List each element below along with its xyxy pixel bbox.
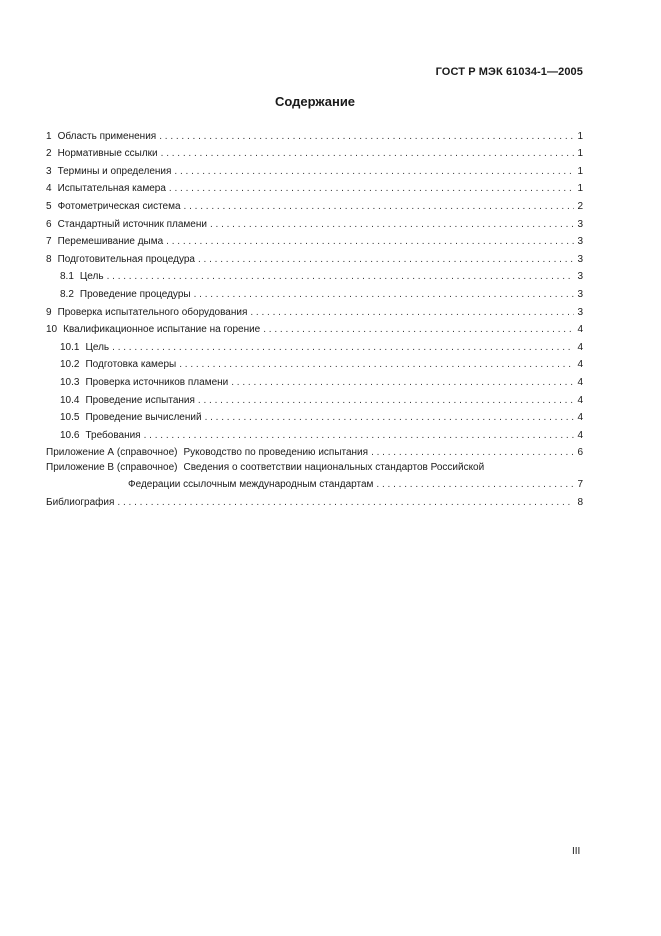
toc-row (46, 424, 583, 442)
toc-entry-label: Библиография (46, 496, 115, 508)
toc-dot-leader (166, 235, 574, 248)
toc-entry-number: 4 (46, 183, 52, 195)
toc-row (46, 407, 583, 425)
toc-entry-page: 3 (577, 236, 583, 248)
toc-entry[interactable] (46, 424, 583, 442)
toc-dot-leader (198, 253, 574, 266)
toc-row (46, 301, 583, 319)
toc-dot-leader (184, 200, 574, 213)
toc-entry-number: 10.6 (60, 429, 80, 441)
toc-dot-leader (205, 411, 574, 424)
toc-row (46, 336, 583, 354)
toc-row (46, 248, 583, 266)
toc-dot-leader (112, 341, 574, 354)
toc-row (46, 389, 583, 407)
toc-entry-label: Стандартный источник пламени (57, 218, 207, 230)
toc-entry-number: 10.1 (60, 341, 80, 353)
toc-entry-page: 4 (577, 341, 583, 353)
toc-entry-label: Подготовительная процедура (57, 253, 195, 265)
toc-entry[interactable] (46, 248, 583, 266)
toc-dot-leader (174, 165, 574, 178)
toc-entry-page: 4 (577, 376, 583, 388)
toc-entry-number: 6 (46, 218, 52, 230)
toc-entry-number: 7 (46, 236, 52, 248)
toc-row (46, 459, 583, 474)
toc-entry-page: 1 (577, 130, 583, 142)
toc-entry[interactable] (46, 371, 583, 389)
toc-dot-leader (198, 394, 574, 407)
toc-entry-label: Квалификационное испытание на горение (63, 324, 261, 336)
toc-row (46, 178, 583, 196)
page-number: III (572, 846, 581, 857)
toc-entry-appendix-b[interactable] (46, 459, 583, 491)
toc-entry-number: Приложение В (справочное) (46, 462, 178, 474)
toc-entry-number: 2 (46, 148, 52, 160)
toc-dot-leader (169, 182, 574, 195)
toc-entry[interactable] (46, 442, 583, 460)
toc-entry-page: 3 (577, 271, 583, 283)
toc-dot-leader (194, 288, 574, 301)
toc-entry-page: 4 (577, 359, 583, 371)
toc-entry-label: Проведение испытания (85, 394, 195, 406)
toc-row (46, 213, 583, 231)
toc-entry-label: Подготовка камеры (85, 359, 177, 371)
toc-entry[interactable] (46, 160, 583, 178)
toc-dot-leader (117, 496, 574, 509)
toc-entry[interactable] (46, 301, 583, 319)
toc-dot-leader (371, 446, 574, 459)
toc-dot-leader (144, 429, 574, 442)
toc-entry-page: 4 (577, 324, 583, 336)
toc-entry-page: 7 (577, 479, 583, 491)
toc-entry[interactable] (46, 266, 583, 284)
toc-dot-leader (179, 358, 574, 371)
document-code: ГОСТ Р МЭК 61034-1—2005 (435, 66, 583, 78)
toc-entry-label: Цель (79, 271, 104, 283)
toc-entry-page: 6 (577, 447, 583, 459)
toc-entry-label-continued: Федерации ссылочным международным стандартам (128, 479, 374, 491)
toc-row (46, 319, 583, 337)
toc-entry-page: 3 (577, 306, 583, 318)
toc-row (46, 143, 583, 161)
toc-row (46, 231, 583, 249)
toc-entry-label: Термины и определения (57, 165, 172, 177)
toc-row (46, 283, 583, 301)
toc-dot-leader (159, 130, 574, 143)
toc-list (46, 125, 583, 509)
toc-entry-page: 1 (577, 165, 583, 177)
toc-row (46, 491, 583, 509)
toc-entry-label: Проведение процедуры (79, 288, 191, 300)
toc-entry-page: 4 (577, 412, 583, 424)
toc-row (46, 442, 583, 460)
toc-entry-page: 1 (577, 148, 583, 160)
toc-entry[interactable] (46, 178, 583, 196)
toc-entry-number: 8.2 (60, 288, 74, 300)
toc-dot-leader (250, 306, 574, 319)
toc-row (46, 195, 583, 213)
toc-entry-page: 4 (577, 429, 583, 441)
toc-row (46, 354, 583, 372)
toc-row (46, 474, 583, 491)
toc-entry[interactable] (46, 354, 583, 372)
toc-row (46, 160, 583, 178)
toc-entry-number: 5 (46, 200, 52, 212)
toc-entry-page: 4 (577, 394, 583, 406)
toc-entry-number: 8.1 (60, 271, 74, 283)
toc-entry[interactable] (46, 125, 583, 143)
toc-title: Содержание (274, 94, 356, 109)
toc-entry-page: 2 (577, 200, 583, 212)
toc-entry-number: 1 (46, 130, 52, 142)
toc-entry-label: Руководство по проведению испытания (183, 447, 369, 459)
toc-entry-number: 10.4 (60, 394, 80, 406)
toc-dot-leader (231, 376, 574, 389)
toc-entry-label: Требования (85, 429, 141, 441)
toc-dot-leader (107, 270, 574, 283)
toc-entry-number: 10.3 (60, 376, 80, 388)
toc-entry-page: 8 (577, 496, 583, 508)
toc-entry-number: Приложение А (справочное) (46, 447, 178, 459)
toc-entry-page: 1 (577, 183, 583, 195)
toc-entry[interactable] (46, 389, 583, 407)
toc-row (46, 371, 583, 389)
toc-entry[interactable] (46, 143, 583, 161)
toc-entry[interactable] (46, 336, 583, 354)
toc-entry-label: Цель (85, 341, 110, 353)
toc-entry-number: 10.5 (60, 412, 80, 424)
toc-row (46, 266, 583, 284)
toc-entry-number: 8 (46, 253, 52, 265)
toc-entry-bibliography[interactable] (46, 491, 583, 509)
toc-entry-number: 9 (46, 306, 52, 318)
toc-entry-label: Область применения (57, 130, 157, 142)
toc-dot-leader (376, 478, 574, 491)
toc-entry-label: Перемешивание дыма (57, 236, 164, 248)
toc-entry[interactable] (46, 283, 583, 301)
toc-entry-page: 3 (577, 218, 583, 230)
toc-entry-number: 3 (46, 165, 52, 177)
toc-entry-page: 3 (577, 253, 583, 265)
toc-entry-label: Фотометрическая система (57, 200, 181, 212)
toc-entry-label: Проверка испытательного оборудования (57, 306, 248, 318)
toc-dot-leader (210, 218, 574, 231)
toc-dot-leader (263, 323, 574, 336)
toc-entry-number: 10.2 (60, 359, 80, 371)
toc-entry-label: Проверка источников пламени (85, 376, 229, 388)
toc-entry-page: 3 (577, 288, 583, 300)
toc-entry[interactable] (46, 213, 583, 231)
toc-entry-label: Сведения о соответствии национальных стандартов Российской (183, 462, 485, 474)
toc-dot-leader (161, 147, 574, 160)
toc-entry-number: 10 (46, 324, 58, 336)
toc-entry[interactable] (46, 231, 583, 249)
toc-entry[interactable] (46, 407, 583, 425)
toc-entry-label: Нормативные ссылки (57, 148, 158, 160)
toc-entry-label: Проведение вычислений (85, 412, 202, 424)
toc-entry-label: Испытательная камера (57, 183, 166, 195)
toc-entry[interactable] (46, 195, 583, 213)
toc-row (46, 125, 583, 143)
toc-entry[interactable] (46, 319, 583, 337)
